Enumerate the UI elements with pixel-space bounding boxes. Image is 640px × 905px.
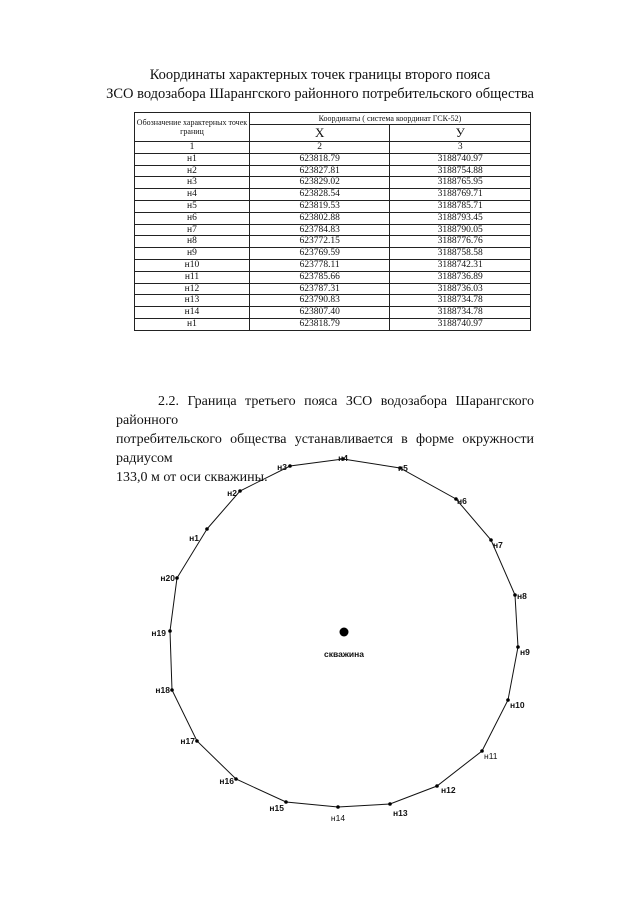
- x-coordinate-cell: 623818.79: [249, 153, 389, 165]
- boundary-point-label: н1: [189, 533, 199, 543]
- paragraph-line-3: 133,0 м от оси скважины.: [116, 470, 268, 485]
- header-point-designation: Обозначение характерных точек границ: [135, 113, 250, 142]
- paragraph-line-2: потребительского общества устанавливается в форме окружности радиусом: [116, 432, 534, 466]
- header-x: X: [249, 125, 389, 142]
- boundary-point-marker: [435, 784, 439, 788]
- x-coordinate-cell: 623802.88: [249, 212, 389, 224]
- column-number: 2: [249, 142, 389, 154]
- boundary-point-marker: [175, 576, 179, 580]
- y-coordinate-cell: 3188765.95: [390, 177, 531, 189]
- x-coordinate-cell: 623787.31: [249, 283, 389, 295]
- point-name-cell: н14: [135, 307, 250, 319]
- boundary-point-marker: [388, 802, 392, 806]
- x-coordinate-cell: 623778.11: [249, 259, 389, 271]
- y-coordinate-cell: 3188742.31: [390, 259, 531, 271]
- x-coordinate-cell: 623784.83: [249, 224, 389, 236]
- boundary-point-label: н18: [155, 685, 170, 695]
- y-coordinate-cell: 3188776.76: [390, 236, 531, 248]
- header-coordinates: Координаты ( система координат ГСК-52): [249, 113, 530, 125]
- boundary-point-marker: [284, 800, 288, 804]
- boundary-point-label: н11: [484, 751, 498, 761]
- boundary-point-marker: [336, 805, 340, 809]
- y-coordinate-cell: 3188740.97: [390, 318, 531, 330]
- y-coordinate-cell: 3188754.88: [390, 165, 531, 177]
- y-coordinate-cell: 3188793.45: [390, 212, 531, 224]
- column-number: 3: [390, 142, 531, 154]
- y-coordinate-cell: 3188736.03: [390, 283, 531, 295]
- boundary-point-label: н15: [269, 803, 284, 813]
- boundary-point-marker: [205, 527, 209, 531]
- boundary-points: [151, 453, 530, 823]
- well-label: скважина: [324, 649, 364, 659]
- point-name-cell: н2: [135, 165, 250, 177]
- point-name-cell: н10: [135, 259, 250, 271]
- boundary-point-label: н12: [441, 785, 456, 795]
- y-coordinate-cell: 3188736.89: [390, 271, 531, 283]
- y-coordinate-cell: 3188740.97: [390, 153, 531, 165]
- boundary-point-label: н14: [330, 813, 346, 823]
- y-coordinate-cell: 3188734.78: [390, 307, 531, 319]
- point-name-cell: н7: [135, 224, 250, 236]
- x-coordinate-cell: 623807.40: [249, 307, 389, 319]
- boundary-point-marker: [168, 629, 172, 633]
- header-y: У: [390, 125, 531, 142]
- table-title-line-1: Координаты характерных точек границы второго пояса: [149, 67, 491, 83]
- boundary-point-label: н10: [510, 700, 525, 710]
- boundary-point-label: н19: [151, 628, 166, 638]
- point-name-cell: н6: [135, 212, 250, 224]
- x-coordinate-cell: 623785.66: [249, 271, 389, 283]
- boundary-point-label: н7: [493, 540, 503, 550]
- point-name-cell: н1: [135, 318, 250, 330]
- point-name-cell: н1: [135, 153, 250, 165]
- y-coordinate-cell: 3188734.78: [390, 295, 531, 307]
- boundary-point-label: н4: [338, 453, 348, 463]
- point-name-cell: н12: [135, 283, 250, 295]
- boundary-point-label: н17: [180, 736, 195, 746]
- x-coordinate-cell: 623790.83: [249, 295, 389, 307]
- boundary-point-label: н9: [520, 647, 530, 657]
- table-title-line-2: ЗСО водозабора Шарангского районного потребительского общества: [106, 86, 534, 102]
- y-coordinate-cell: 3188790.05: [390, 224, 531, 236]
- x-coordinate-cell: 623772.15: [249, 236, 389, 248]
- x-coordinate-cell: 623829.02: [249, 177, 389, 189]
- x-coordinate-cell: 623819.53: [249, 200, 389, 212]
- boundary-point-label: н5: [398, 463, 408, 473]
- point-name-cell: н3: [135, 177, 250, 189]
- point-name-cell: н13: [135, 295, 250, 307]
- boundary-point-marker: [170, 688, 174, 692]
- column-number: 1: [135, 142, 250, 154]
- boundary-point-label: н13: [393, 808, 408, 818]
- point-name-cell: н8: [135, 236, 250, 248]
- boundary-point-label: н3: [277, 462, 287, 472]
- point-name-cell: н9: [135, 248, 250, 260]
- y-coordinate-cell: 3188769.71: [390, 189, 531, 201]
- boundary-point-marker: [238, 489, 242, 493]
- y-coordinate-cell: 3188785.71: [390, 200, 531, 212]
- boundary-point-label: н6: [457, 496, 467, 506]
- boundary-point-label: н2: [227, 488, 237, 498]
- boundary-point-marker: [195, 739, 199, 743]
- boundary-point-label: н20: [160, 573, 175, 583]
- well-marker: [340, 628, 349, 637]
- point-name-cell: н5: [135, 200, 250, 212]
- x-coordinate-cell: 623818.79: [249, 318, 389, 330]
- boundary-point-label: н8: [517, 591, 527, 601]
- point-name-cell: н11: [135, 271, 250, 283]
- x-coordinate-cell: 623828.54: [249, 189, 389, 201]
- paragraph-line-1: 2.2. Граница третьего пояса ЗСО водозабора Шарангского районного: [116, 394, 534, 428]
- x-coordinate-cell: 623769.59: [249, 248, 389, 260]
- x-coordinate-cell: 623827.81: [249, 165, 389, 177]
- boundary-point-marker: [234, 777, 238, 781]
- boundary-point-marker: [288, 464, 292, 468]
- boundary-point-label: н16: [219, 776, 234, 786]
- point-name-cell: н4: [135, 189, 250, 201]
- y-coordinate-cell: 3188758.58: [390, 248, 531, 260]
